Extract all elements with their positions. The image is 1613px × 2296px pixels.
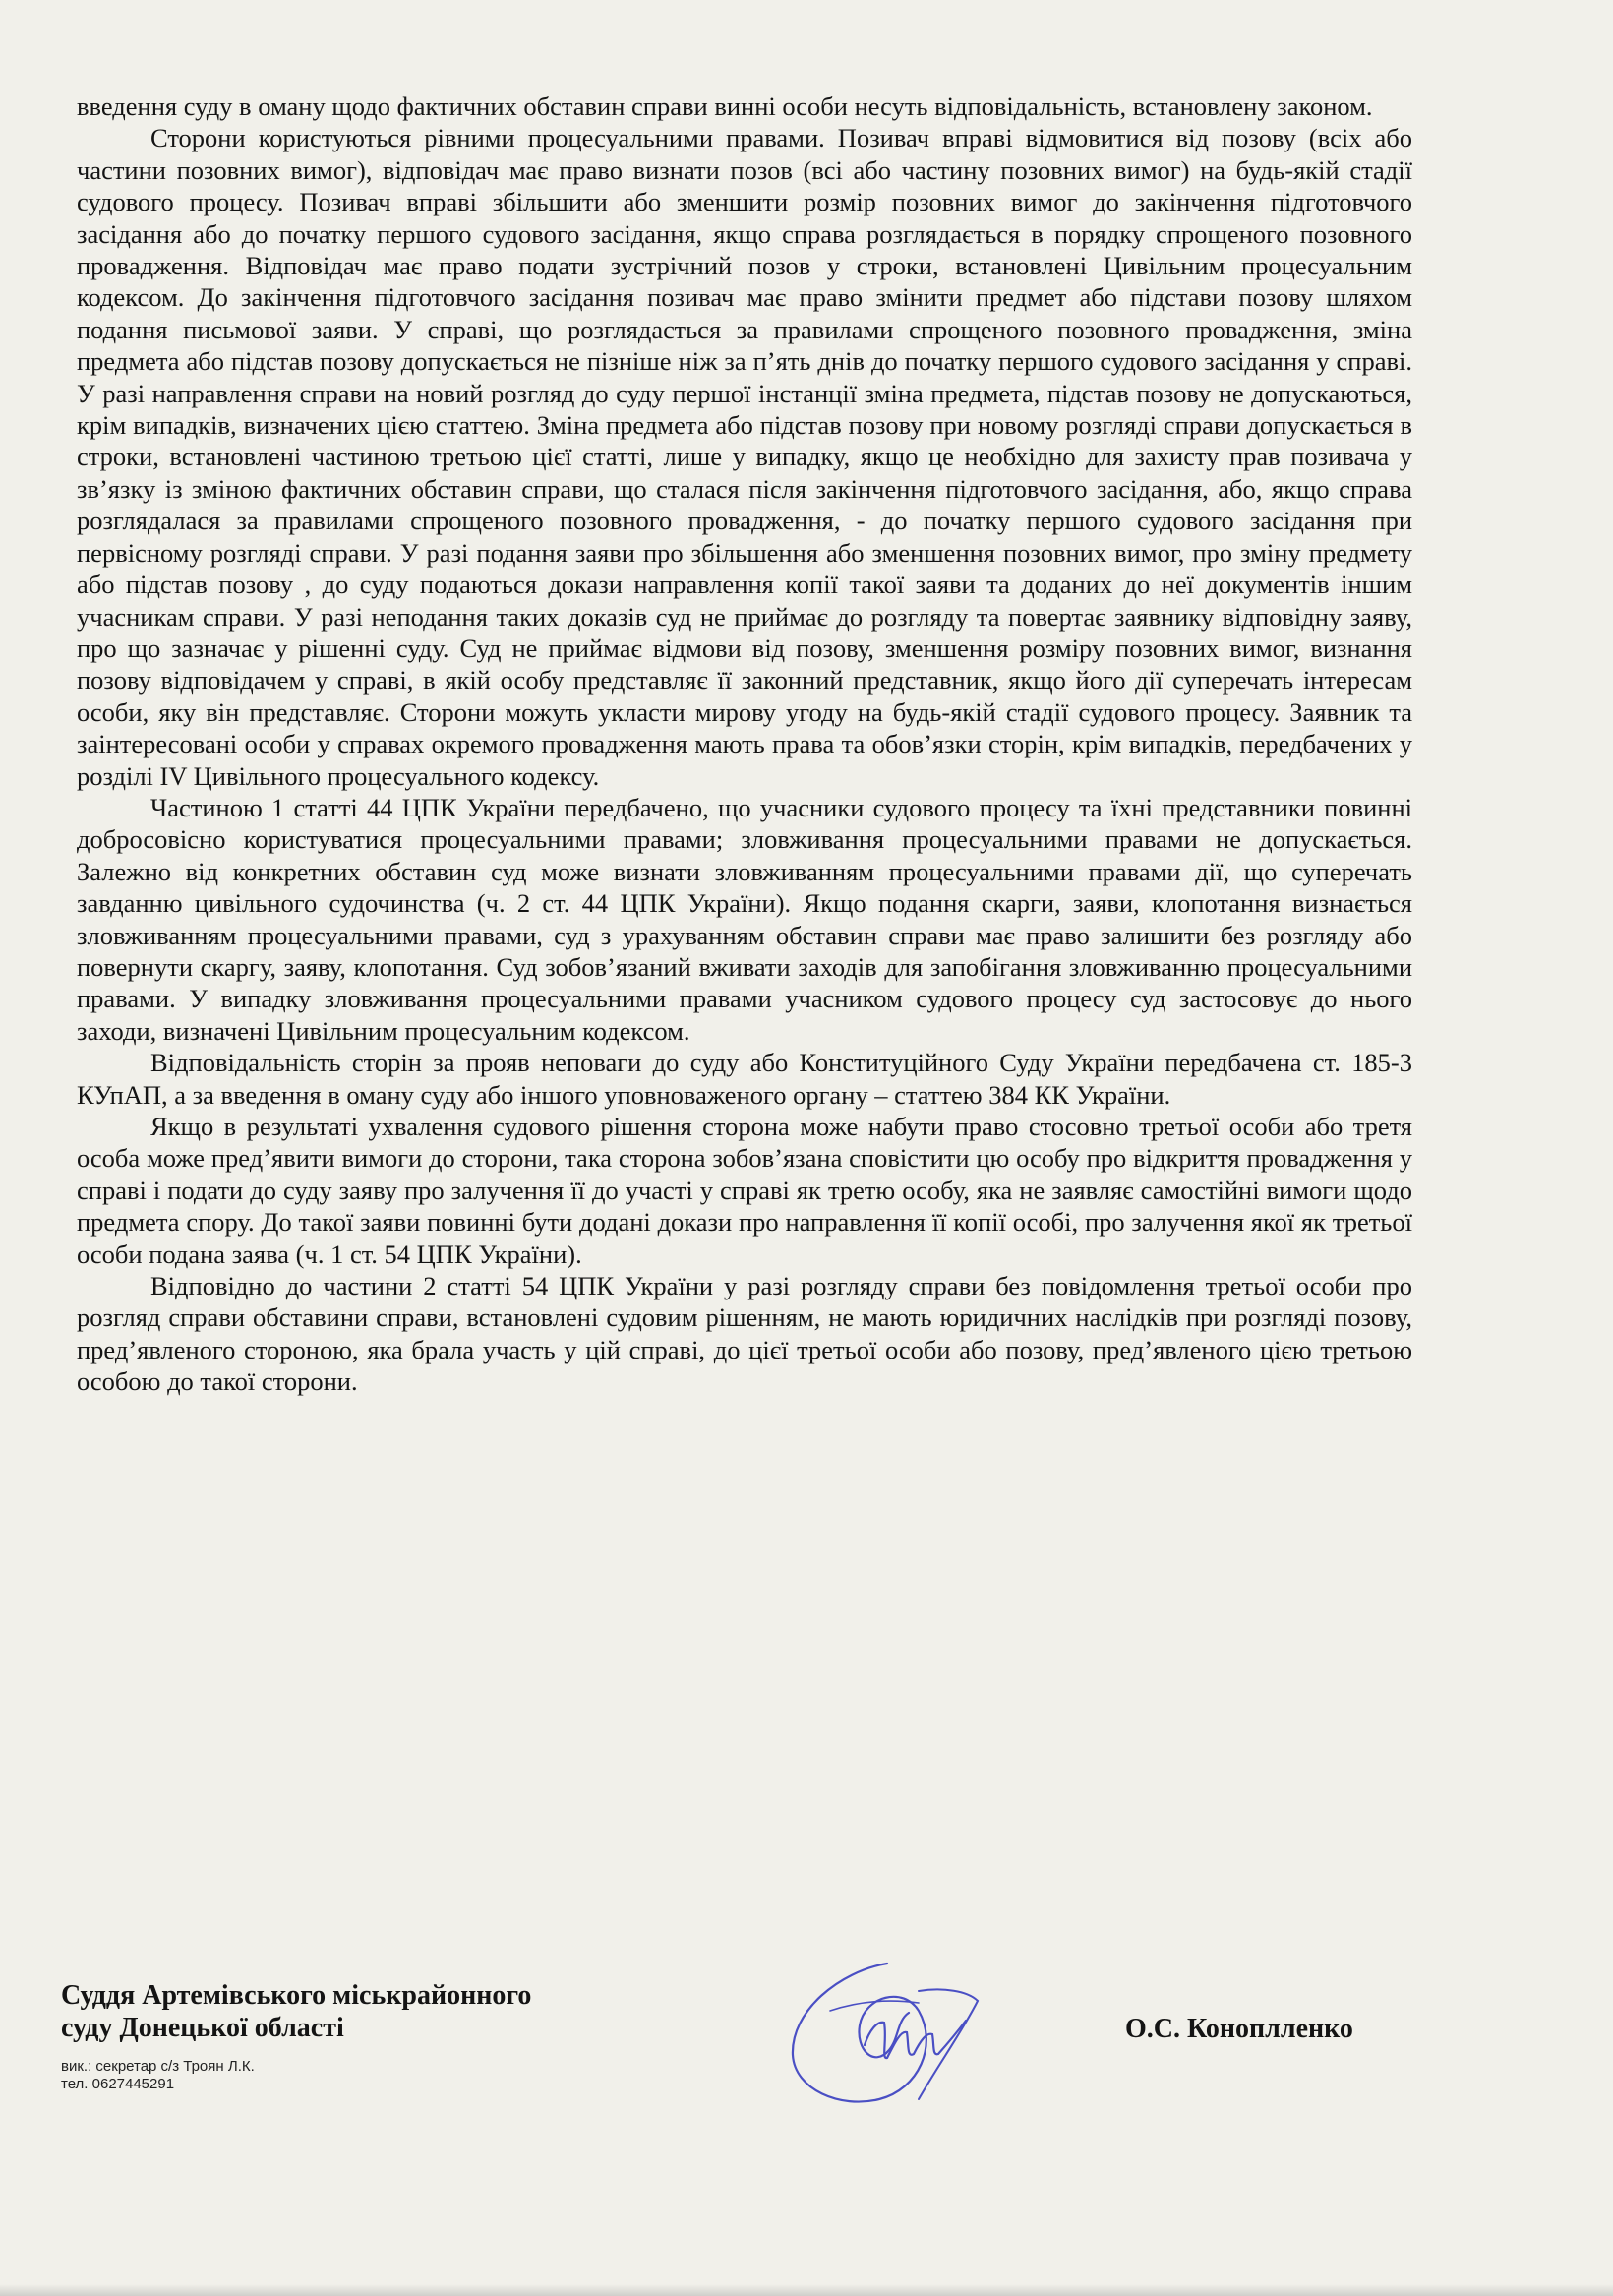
document-body — [77, 91, 1412, 1398]
secretary-note — [61, 2058, 255, 2093]
judge-title-line-1: Суддя Артемівського міськрайонного — [61, 1980, 532, 2011]
judge-name: О.С. Коноплленко — [1125, 2014, 1353, 2044]
paragraph-1: введення суду в оману щодо фактичних обставин справи винні особи несуть відповідальність, встановлену законом. — [77, 91, 1373, 121]
signature-icon — [771, 1952, 1066, 2119]
signature-block — [61, 1979, 1536, 2156]
scan-edge — [0, 2284, 1613, 2296]
judge-title — [61, 1979, 749, 2044]
paragraph-4: Відповідальність сторін за прояв неповаги до суду або Конституційного Суду України передбачена ст. 185-3 КУпАП, а за введення в оману суду або іншого уповноваженого органу – статтею 384 КК України. — [77, 1048, 1412, 1110]
secretary-line: вик.: секретар с/з Троян Л.К. — [61, 2058, 255, 2075]
phone-line: тел. 0627445291 — [61, 2076, 175, 2092]
paragraph-6: Відповідно до частини 2 статті 54 ЦПК України у разі розгляду справи без повідомлення третьої особи про розгляд справи обставини справи, встановлені судовим рішенням, не мають юридичних наслідків при розгляді позову, пред’явленого стороною, яка брала участь у цій справі, до цієї третьої особи або позову, пред’явленого цією третьою особою до такої сторони. — [77, 1271, 1412, 1397]
paragraph-3: Частиною 1 статті 44 ЦПК України передбачено, що учасники судового процесу та їхні представники повинні добросовісно користуватися процесуальними правами; зловживання процесуальними правами не допускається. Залежно від конкретних обставин суд може визнати зловживанням процесуальними правами дії, що суперечать завданню цивільного судочинства (ч. 2 ст. 44 ЦПК України). Якщо подання скарги, заяви, клопотання визнається зловживанням процесуальними правами, суд з урахуванням обставин справи має право залишити без розгляду або повернути скаргу, заяву, клопотання. Суд зобов’язаний вживати заходів для запобігання зловживанню процесуальними правами. У випадку зловживання процесуальними правами учасником судового процесу суд застосовує до нього заходи, визначені Цивільним процесуальним кодексом. — [77, 792, 1412, 1046]
paragraph-2: Сторони користуються рівними процесуальними правами. Позивач вправі відмовитися від позову (всіх або частини позовних вимог), відповідач має право визнати позов (всі або частину позовних вимог) на будь-якій стадії судового процесу. Позивач вправі збільшити або зменшити розмір позовних вимог до закінчення підготовчого засідання або до початку першого судового засідання, якщо справа розглядається в порядку спрощеного позовного провадження. Відповідач має право подати зустрічний позов у строки, встановлені Цивільним процесуальним кодексом. До закінчення підготовчого засідання позивач має право змінити предмет або підстави позову шляхом подання письмової заяви. У справі, що розглядається за правилами спрощеного позовного провадження, зміна предмета або підстав позову допускається не пізніше ніж за п’ять днів до початку першого судового засідання у справі. У разі направлення справи на новий розгляд до суду першої інстанції зміна предмета, підстав позову не допускаються, крім випадків, визначених цією статтею. Зміна предмета або підстав позову при новому розгляді справи допускається в строки, встановлені частиною третьою цієї статті, лише у випадку, якщо це необхідно для захисту прав позивача у зв’язку із зміною фактичних обставин справи, що сталася після закінчення підготовчого засідання, або, якщо справа розглядалася за правилами спрощеного позовного провадження, - до початку першого судового засідання при первісному розгляді справи. У разі подання заяви про збільшення або зменшення позовних вимог, про зміну предмету або підстав позову , до суду подаються докази направлення копії такої заяви та доданих до неї документів іншим учасникам справи. У разі неподання таких доказів суд не приймає до розгляду та повертає заявнику відповідну заяву, про що зазначає у рішенні суду. Суд не приймає відмови від позову, зменшення розміру позовних вимог, визнання позову відповідачем у справі, в якій особу представляє її законний представник, якщо його дії суперечать інтересам особи, яку він представляє. Сторони можуть укласти мирову угоду на будь-якій стадії судового процесу. Заявник та заінтересовані особи у справах окремого провадження мають права та обов’язки сторін, крім випадків, передбачених у розділі IV Цивільного процесуального кодексу. — [77, 123, 1412, 791]
judge-title-line-2: суду Донецької області — [61, 2013, 344, 2043]
paragraph-5: Якщо в результаті ухвалення судового рішення сторона може набути право стосовно третьої особи або третя особа може пред’явити вимоги до сторони, така сторона зобов’язана сповістити цю особу про відкриття провадження у справі і подати до суду заяву про залучення її до участі у справі як третю особу, яка не заявляє самостійні вимоги щодо предмета спору. До такої заяви повинні бути додані докази про направлення її копії особі, про залучення якої як третьої особи подана заява (ч. 1 ст. 54 ЦПК України). — [77, 1112, 1412, 1269]
